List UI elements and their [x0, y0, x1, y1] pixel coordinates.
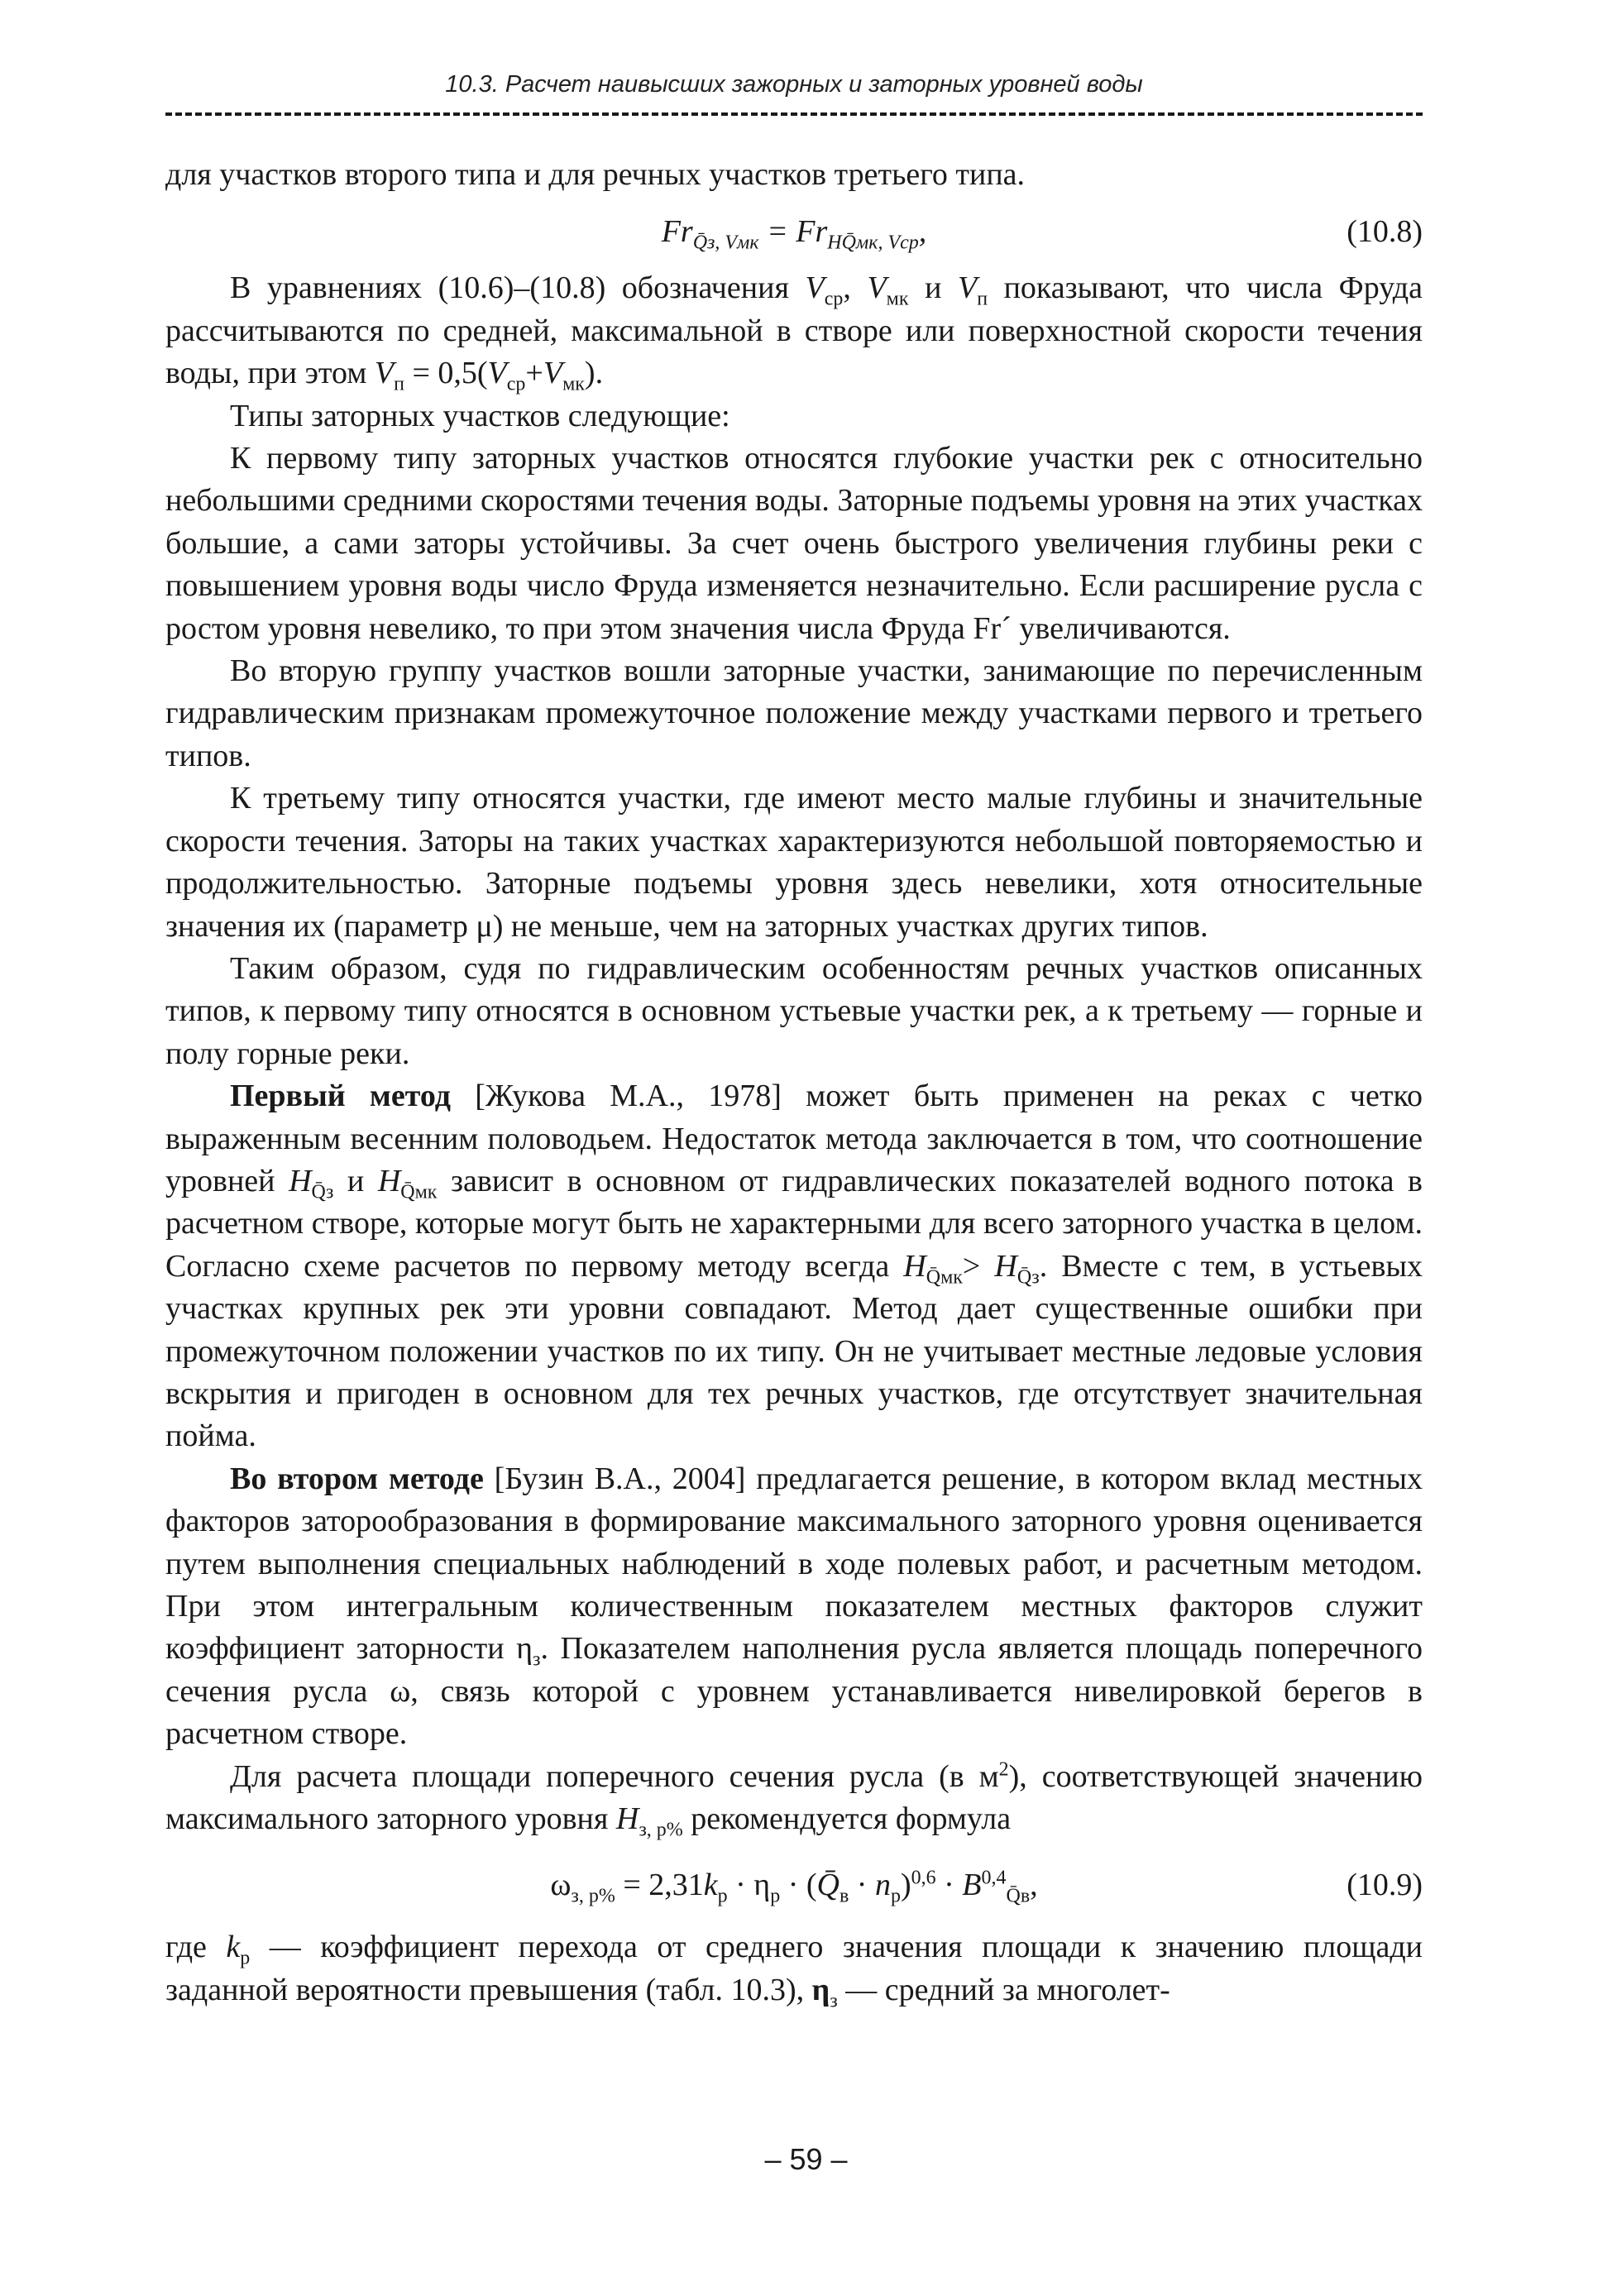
formula-10-8-number: (10.8)	[1347, 214, 1423, 250]
formula-10-9	[165, 1844, 1423, 1926]
page-body	[165, 154, 1423, 2011]
formula-10-9-expression: $\omega_{з, р\%} = 2,31k_р \cdot \eta_р$ · $(Q̄_в \cdot n_р)^{0,6} \cdot B^{0,4}_{Q̄в}$,	[550, 1867, 1038, 1908]
header-divider	[165, 112, 1423, 116]
paragraph-7: Таким образом, судя по гидравлическим особенностям речных участков описанных типов, к первому типу относятся в основном устьевые участки рек, а к третьему — горные и полу горные реки.	[165, 950, 1423, 1071]
paragraph-10: Для расчета площади поперечного сечения русла (в $м^2$), соответствующей значению максимального заторного уровня $H_{з, р\%}$ рекомендуется формула	[165, 1758, 1423, 1841]
paragraph-9: Во втором методе [Бузин В.А., 2004] предлагается решение, в котором вклад местных факторов заторообразования в формирование максимального заторного уровня оценивается путем выполнения специальных наблюдений в ходе полевых работ, и расчетным методом. При этом интегральным количественным показателем местных факторов служит коэффициент заторности $\eta_з$. Показателем наполнения русла является площадь поперечного сечения русла ω, связь которой с уровнем устанавливается нивелировкой берегов в расчетном створе.	[165, 1461, 1423, 1752]
formula-10-9-number: (10.9)	[1347, 1868, 1423, 1903]
paragraph-11: где $k_р$ — коэффициент перехода от среднего значения площади к значению площади заданной вероятности превышения (табл. 10.3), $\eta_з$ — средний за многолет-	[165, 1930, 1423, 2012]
paragraph-8: Первый метод [Жукова М.А., 1978] может быть применен на реках с четко выраженным весенним половодьем. Недостаток метода заключается в том, что соотношение уровней $H_{Q̄з}$ и $H_{Q̄мк}$ зависит в основном от гидравлических показателей водного потока в расчетном створе, которые могут быть не характерными для всего заторного участка в целом. Согласно схеме расчетов по первому методу всегда $H_{Q̄мк}> H_{Q̄з}$. Вместе с тем, в устьевых участках крупных рек эти уровни совпадают. Метод дает существенные ошибки при промежуточном положении участков по их типу. Он не учитывает местные ледовые условия вскрытия и пригоден в основном для тех речных участков, где отсутствует значительная пойма.	[165, 1079, 1423, 1454]
formula-10-8-expression: $Fr_{Q̄з, Vмк} = Fr_{HQ̄мк, Vср}$,	[661, 214, 927, 254]
paragraph-1: для участков второго типа и для речных участков третьего типа.	[165, 157, 1026, 192]
paragraph-5: Во вторую группу участков вошли заторные участки, занимающие по перечисленным гидравлическим признакам промежуточное положение между участками первого и третьего типов.	[165, 653, 1423, 773]
paragraph-2: В уравнениях (10.6)–(10.8) обозначения $V_{ср}$, $V_{мк}$ и $V_п$ показывают, что числа Фруда рассчитываются по средней, максимальной в створе или поверхностной скорости течения воды, при этом $V_п = 0,5(V_{ср}+V_{мк})$.	[165, 270, 1423, 395]
running-header: 10.3. Расчет наивысших зажорных и заторных уровней воды	[445, 71, 1143, 98]
paragraph-3: Типы заторных участков следующие:	[230, 398, 730, 433]
formula-10-8	[165, 196, 1423, 267]
paragraph-4: К первому типу заторных участков относятся глубокие участки рек с относительно небольшими средними скоростями течения воды. Заторные подъемы уровня на этих участках большие, а сами заторы устойчивы. За счет очень быстрого увеличения глубины реки с повышением уровня воды число Фруда изменяется незначительно. Если расширение русла с ростом уровня невелико, то при этом значения числа Фруда Fr´ увеличиваются.	[165, 441, 1423, 646]
paragraph-6: К третьему типу относятся участки, где имеют место малые глубины и значительные скорости течения. Заторы на таких участках характеризуются небольшой повторяемостью и продолжительностью. Заторные подъемы уровня здесь невелики, хотя относительные значения их (параметр μ) не меньше, чем на заторных участках других типов.	[165, 781, 1423, 944]
page-number: – 59 –	[764, 2142, 848, 2176]
